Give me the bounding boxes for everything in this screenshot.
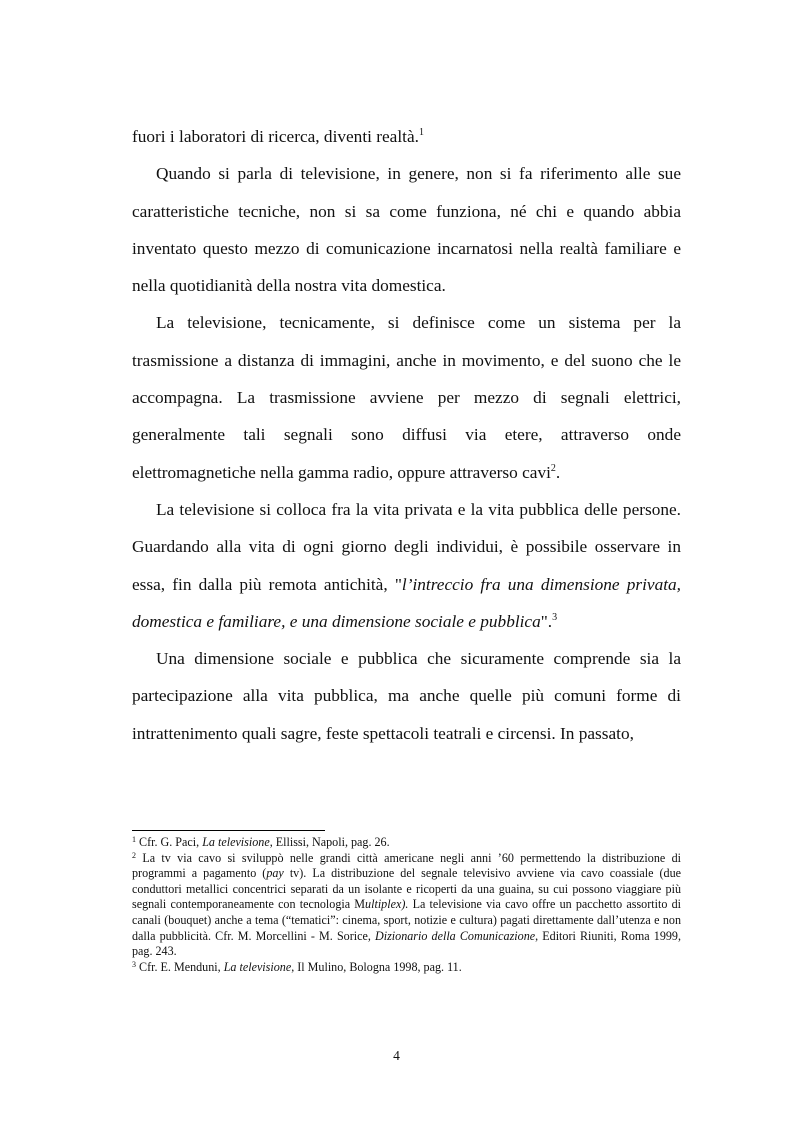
footnote-title: Dizionario della Comunicazione [375,928,536,943]
footnote-text: La televisione via cavo offre un pacchetto assortito di canali (bouquet) anche a tema (“tematici”: cinema, sport, notizie e cultura) pagati direttamente dall’utenza e non dalla pubblicità. Cfr. M. Morcellini - M. Sorice, [132,897,681,943]
paragraph-3 [132,304,681,490]
paragraph-text: La televisione, tecnicamente, si definisce come un sistema per la trasmissione a distanza di immagini, anche in movimento, e del suono che le accompagna. La trasmissione avviene per mezzo di segnali elettrici, generalmente tali segnali sono diffusi via etere, attraverso onde elettromagnetiche nella gamma radio, oppure attraverso cavi [132,313,681,482]
footnote-text: , Editori Riuniti, Roma 1999, pag. 243. [132,928,681,959]
footnote-title: La televisione [223,959,292,974]
footnote-text: Cfr. E. Menduni, [136,959,224,974]
footnote-ref: 2 [550,462,556,474]
paragraph-4 [132,491,681,640]
footnote-2 [132,851,681,960]
paragraph-text: fuori i laboratori di ricerca, diventi realtà. [132,127,419,146]
footnote-3 [132,960,681,976]
footnote-text: , Il Mulino, Bologna 1998, pag. 11. [291,959,462,974]
page-number: 4 [393,1048,400,1063]
footnote-text: , Ellissi, Napoli, pag. 26. [269,835,390,849]
paragraph-text-end: . [555,462,561,482]
paragraph-5 [132,640,681,752]
footnote-ref: 1 [418,127,424,138]
footnote-separator [132,830,325,831]
paragraph-text-end: ". [540,611,553,631]
paragraph-text: Quando si parla di televisione, in genere, non si fa riferimento alle sue caratteristiche tecniche, non si sa come funziona, né chi e quando abbia inventato questo mezzo di comunicazione incarnatosi nella realtà familiare e nella quotidianità della nostra vita domestica. [132,164,681,296]
paragraph-text: Una dimensione sociale e pubblica che sicuramente comprende sia la partecipazione alla vita pubblica, ma anche quelle più comuni forme di intrattenimento quali sagre, feste spettacoli teatrali e circensi. In passato, [132,649,681,743]
paragraph-text: La televisione si colloca fra la vita privata e la vita pubblica delle persone. Guardando alla vita di ogni giorno degli individui, è possibile osservare in essa, fin dalla più remota antichità, " [132,499,681,594]
footnote-number: 1 [132,835,136,844]
footnote-italic: pay [266,866,284,881]
quotation: l’intreccio fra una dimensione privata, domestica e familiare, e una dimensione sociale e pubblica [132,574,681,631]
footnote-italic: ultiplex). [365,897,409,912]
footnote-title: La televisione [202,835,270,849]
paragraph-1 [132,118,681,155]
paragraph-2 [132,155,681,304]
footnote-number: 2 [132,850,136,860]
footnote-1 [132,835,681,851]
footnote-number: 3 [132,959,136,969]
footnote-text: La tv via cavo si sviluppò nelle grandi città americane negli anni ’60 permettendo la distribuzione di programmi a pagamento ( [132,850,681,881]
footnote-ref: 3 [552,611,558,623]
footnote-text: Cfr. G. Paci, [136,835,203,849]
footnotes [132,835,681,975]
body-text [132,118,681,752]
footnote-text: tv). La distribuzione del segnale televisivo avviene via cavo coassiale (due conduttori metallici concentrici separati da un isolante e ricoperti da una guaina, su cui possono viaggiare più segnali contemporaneamente con tecnologia M [132,866,681,912]
